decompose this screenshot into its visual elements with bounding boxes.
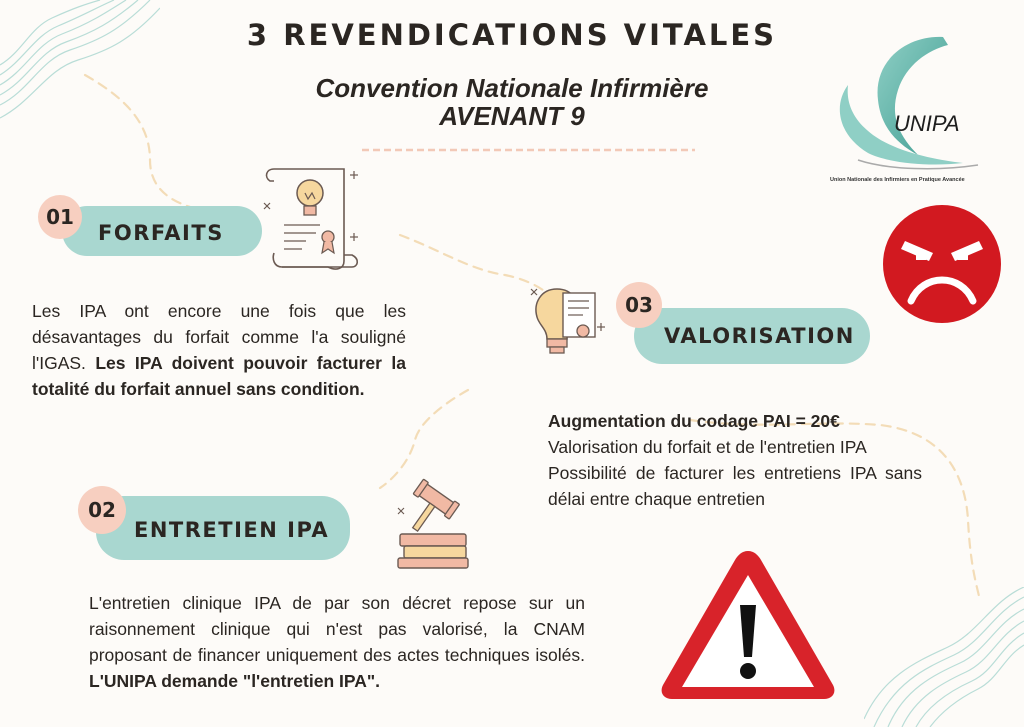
logo-tagline: Union Nationale des Infirmiers en Pratique Avancée — [830, 177, 965, 183]
valorisation-line3: Possibilité de facturer les entretiens IPA sans délai entre chaque entretien — [548, 463, 922, 509]
valorisation-number: 03 — [616, 282, 662, 328]
forfaits-label: FORFAITS — [98, 221, 224, 245]
forfaits-text — [32, 298, 406, 402]
forfaits-text-plain: Les IPA ont encore une fois que les désavantages du forfait comme l'a souligné l'IGAS. — [32, 301, 406, 373]
page-title: 3 REVENDICATIONS VITALES — [246, 18, 778, 52]
unipa-logo — [828, 35, 988, 185]
unipa-swoosh-icon — [828, 35, 988, 175]
subtitle-line1: Convention Nationale Infirmière — [315, 73, 709, 103]
entretien-text-bold: L'UNIPA demande "l'entretien IPA". — [89, 671, 381, 691]
subtitle-line2: AVENANT 9 — [439, 101, 585, 131]
entretien-number: 02 — [78, 486, 126, 534]
forfaits-number: 01 — [38, 195, 82, 239]
lightbulb-document-icon — [527, 283, 607, 367]
entretien-text-plain: L'entretien clinique IPA de par son décret repose sur un raisonnement clinique qui n'est pas valorisé, la CNAM proposant de financer uniquement des actes techniques isolés. — [89, 593, 585, 665]
valorisation-line-bold: Augmentation du codage PAI = 20€ — [548, 411, 840, 431]
certificate-lightbulb-icon — [262, 163, 364, 275]
forfaits-text-bold: Les IPA doivent pouvoir facturer la totalité du forfait annuel sans condition. — [32, 353, 406, 399]
page-subtitle — [262, 74, 762, 130]
logo-name: UNIPA — [894, 111, 960, 136]
entretien-label: ENTRETIEN IPA — [134, 518, 330, 542]
entretien-text — [89, 590, 585, 694]
valorisation-label: VALORISATION — [664, 324, 855, 348]
warning-sign-icon — [658, 545, 838, 703]
valorisation-text — [548, 408, 922, 512]
gavel-books-icon — [394, 478, 476, 570]
angry-face-icon — [883, 205, 1001, 323]
valorisation-line2: Valorisation du forfait et de l'entretien IPA — [548, 437, 867, 457]
